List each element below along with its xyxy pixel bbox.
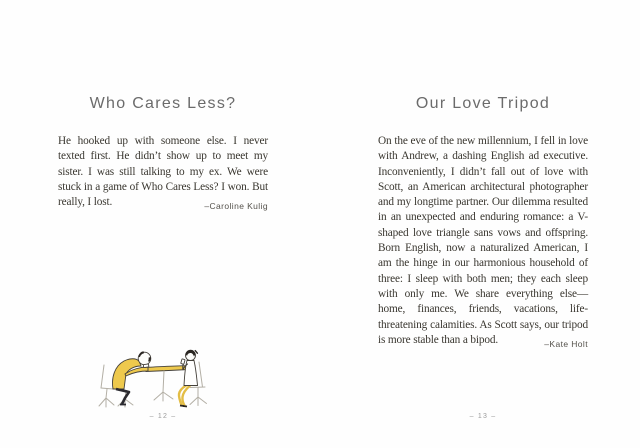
woman-hair-bun [195,351,197,354]
right-page [320,0,640,448]
left-page-body [58,134,268,214]
woman-shoe-2 [183,406,187,407]
man-figure [112,351,150,404]
illustration-texting-couple-at-table [95,347,229,412]
left-page-attribution: –Caroline Kulig [204,201,268,212]
woman-figure [179,350,198,407]
woman-dress [184,361,198,386]
right-page-body-text: On the eve of the new millennium, I fell in love with Andrew, a dashing English ad executive. Inconveniently, I didn’t fall out of love with Scott, an American architectural photographer and my longtime partner. Our dilemma resulted in an unexpected and enduring romance: a V-shaped love triangle sans vows and offspring. Born English, now a naturalized American, I am the hinge in our harmonious household of three: I sleep with both men; they each sleep with only me. We share everything else—home, finances, friends, vacations, life-threatening calamities. As Scott says, our tripod is more stable than a bipod. [378,135,588,346]
right-page-title: Our Love Tripod [415,95,551,112]
right-page-body [378,134,588,352]
left-page-body-text: He hooked up with someone else. I never texted first. He didn’t show up to meet my sister. I was still talking to my ex. We were stuck in a game of Who Cares Less? I won. But really, I lost. [58,135,268,209]
table-leg [154,371,173,401]
left-page-title: Who Cares Less? [89,95,237,112]
left-page-number: – 12 – [149,413,177,420]
woman-phone-icon [181,359,185,364]
right-page-number: – 13 – [469,413,497,420]
right-page-attribution: –Kate Holt [544,338,588,349]
man-phone-icon [143,364,149,368]
man-chair [99,365,114,407]
man-legs [116,389,129,404]
